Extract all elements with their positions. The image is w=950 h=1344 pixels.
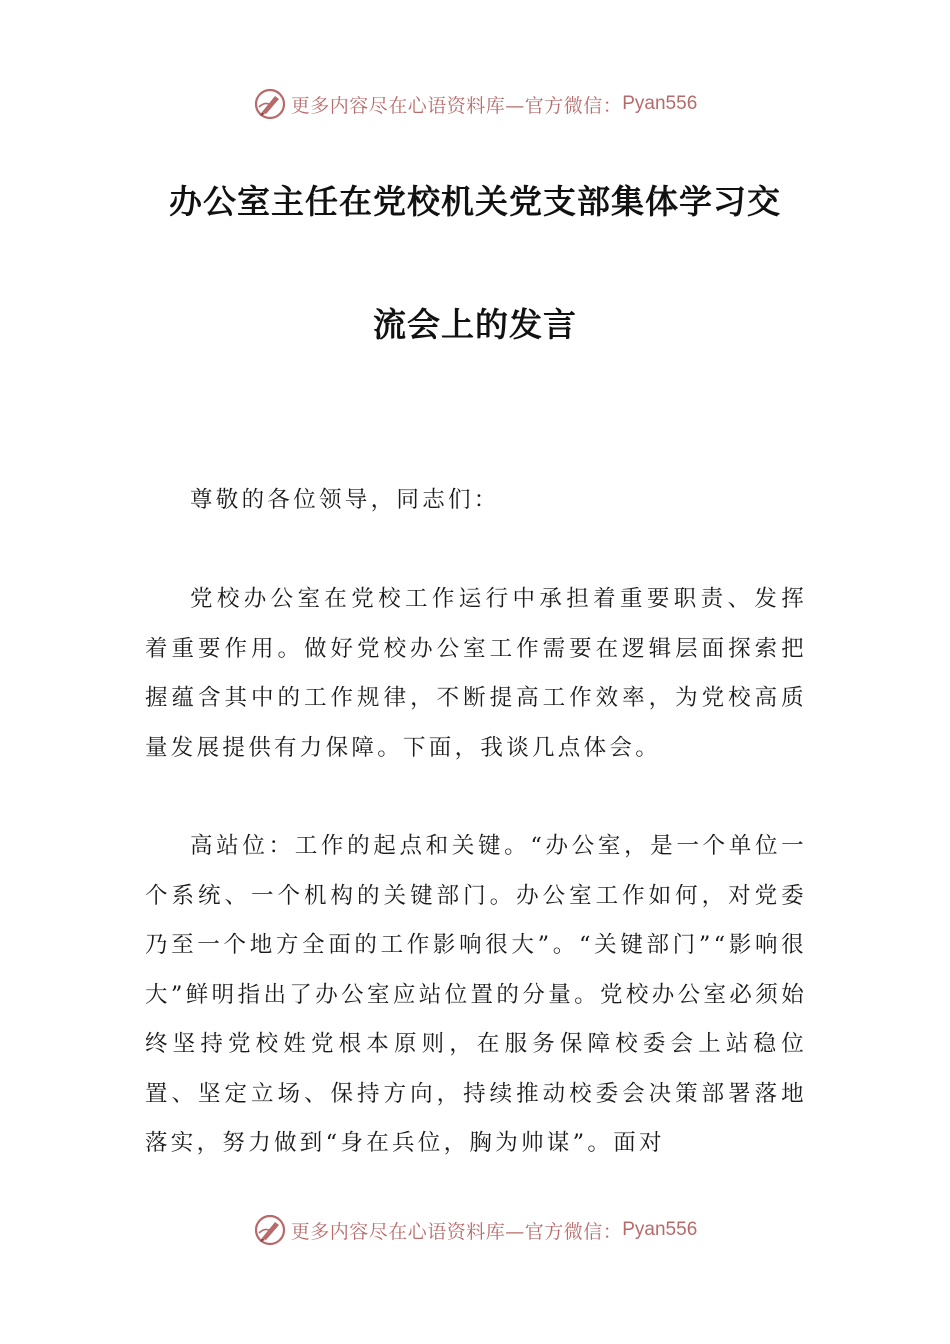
banner-wechat-id: Pyan556 [622,1219,698,1240]
banner-text: 更多内容尽在心语资料库—官方微信： [290,94,623,117]
document-title-line-1: 办公室主任在党校机关党支部集体学习交 [169,182,781,221]
banner-wechat-id: Pyan556 [622,93,698,114]
salutation: 尊敬的各位领导，同志们： [190,487,500,513]
paragraph-1: 党校办公室在党校工作运行中承担着重要职责、发挥着重要作用。做好党校办公室工作需要在逻辑层面探索把握蕴含其中的工作规律，不断提高工作效率，为党校高质量发展提供有力保障。下面，我谈几点体会。 [145,586,807,761]
header-banner [0,82,950,126]
pen-logo-icon [253,87,287,121]
banner-text: 更多内容尽在心语资料库—官方微信： [290,1220,623,1243]
document-title-line-2: 流会上的发言 [373,305,577,344]
pen-logo-icon [253,1213,287,1247]
footer-banner [0,1208,950,1252]
paragraph-2: 高站位：工作的起点和关键。“办公室，是一个单位一个系统、一个机构的关键部门。办公室工作如何，对党委乃至一个地方全面的工作影响很大”。“关键部门”“影响很大”鲜明指出了办公室应站位置的分量。党校办公室必须始终坚持党校姓党根本原则，在服务保障校委会上站稳位置、坚定立场、保持方向，持续推动校委会决策部署落地落实，努力做到“身在兵位，胸为帅谋”。面对 [145,833,807,1156]
